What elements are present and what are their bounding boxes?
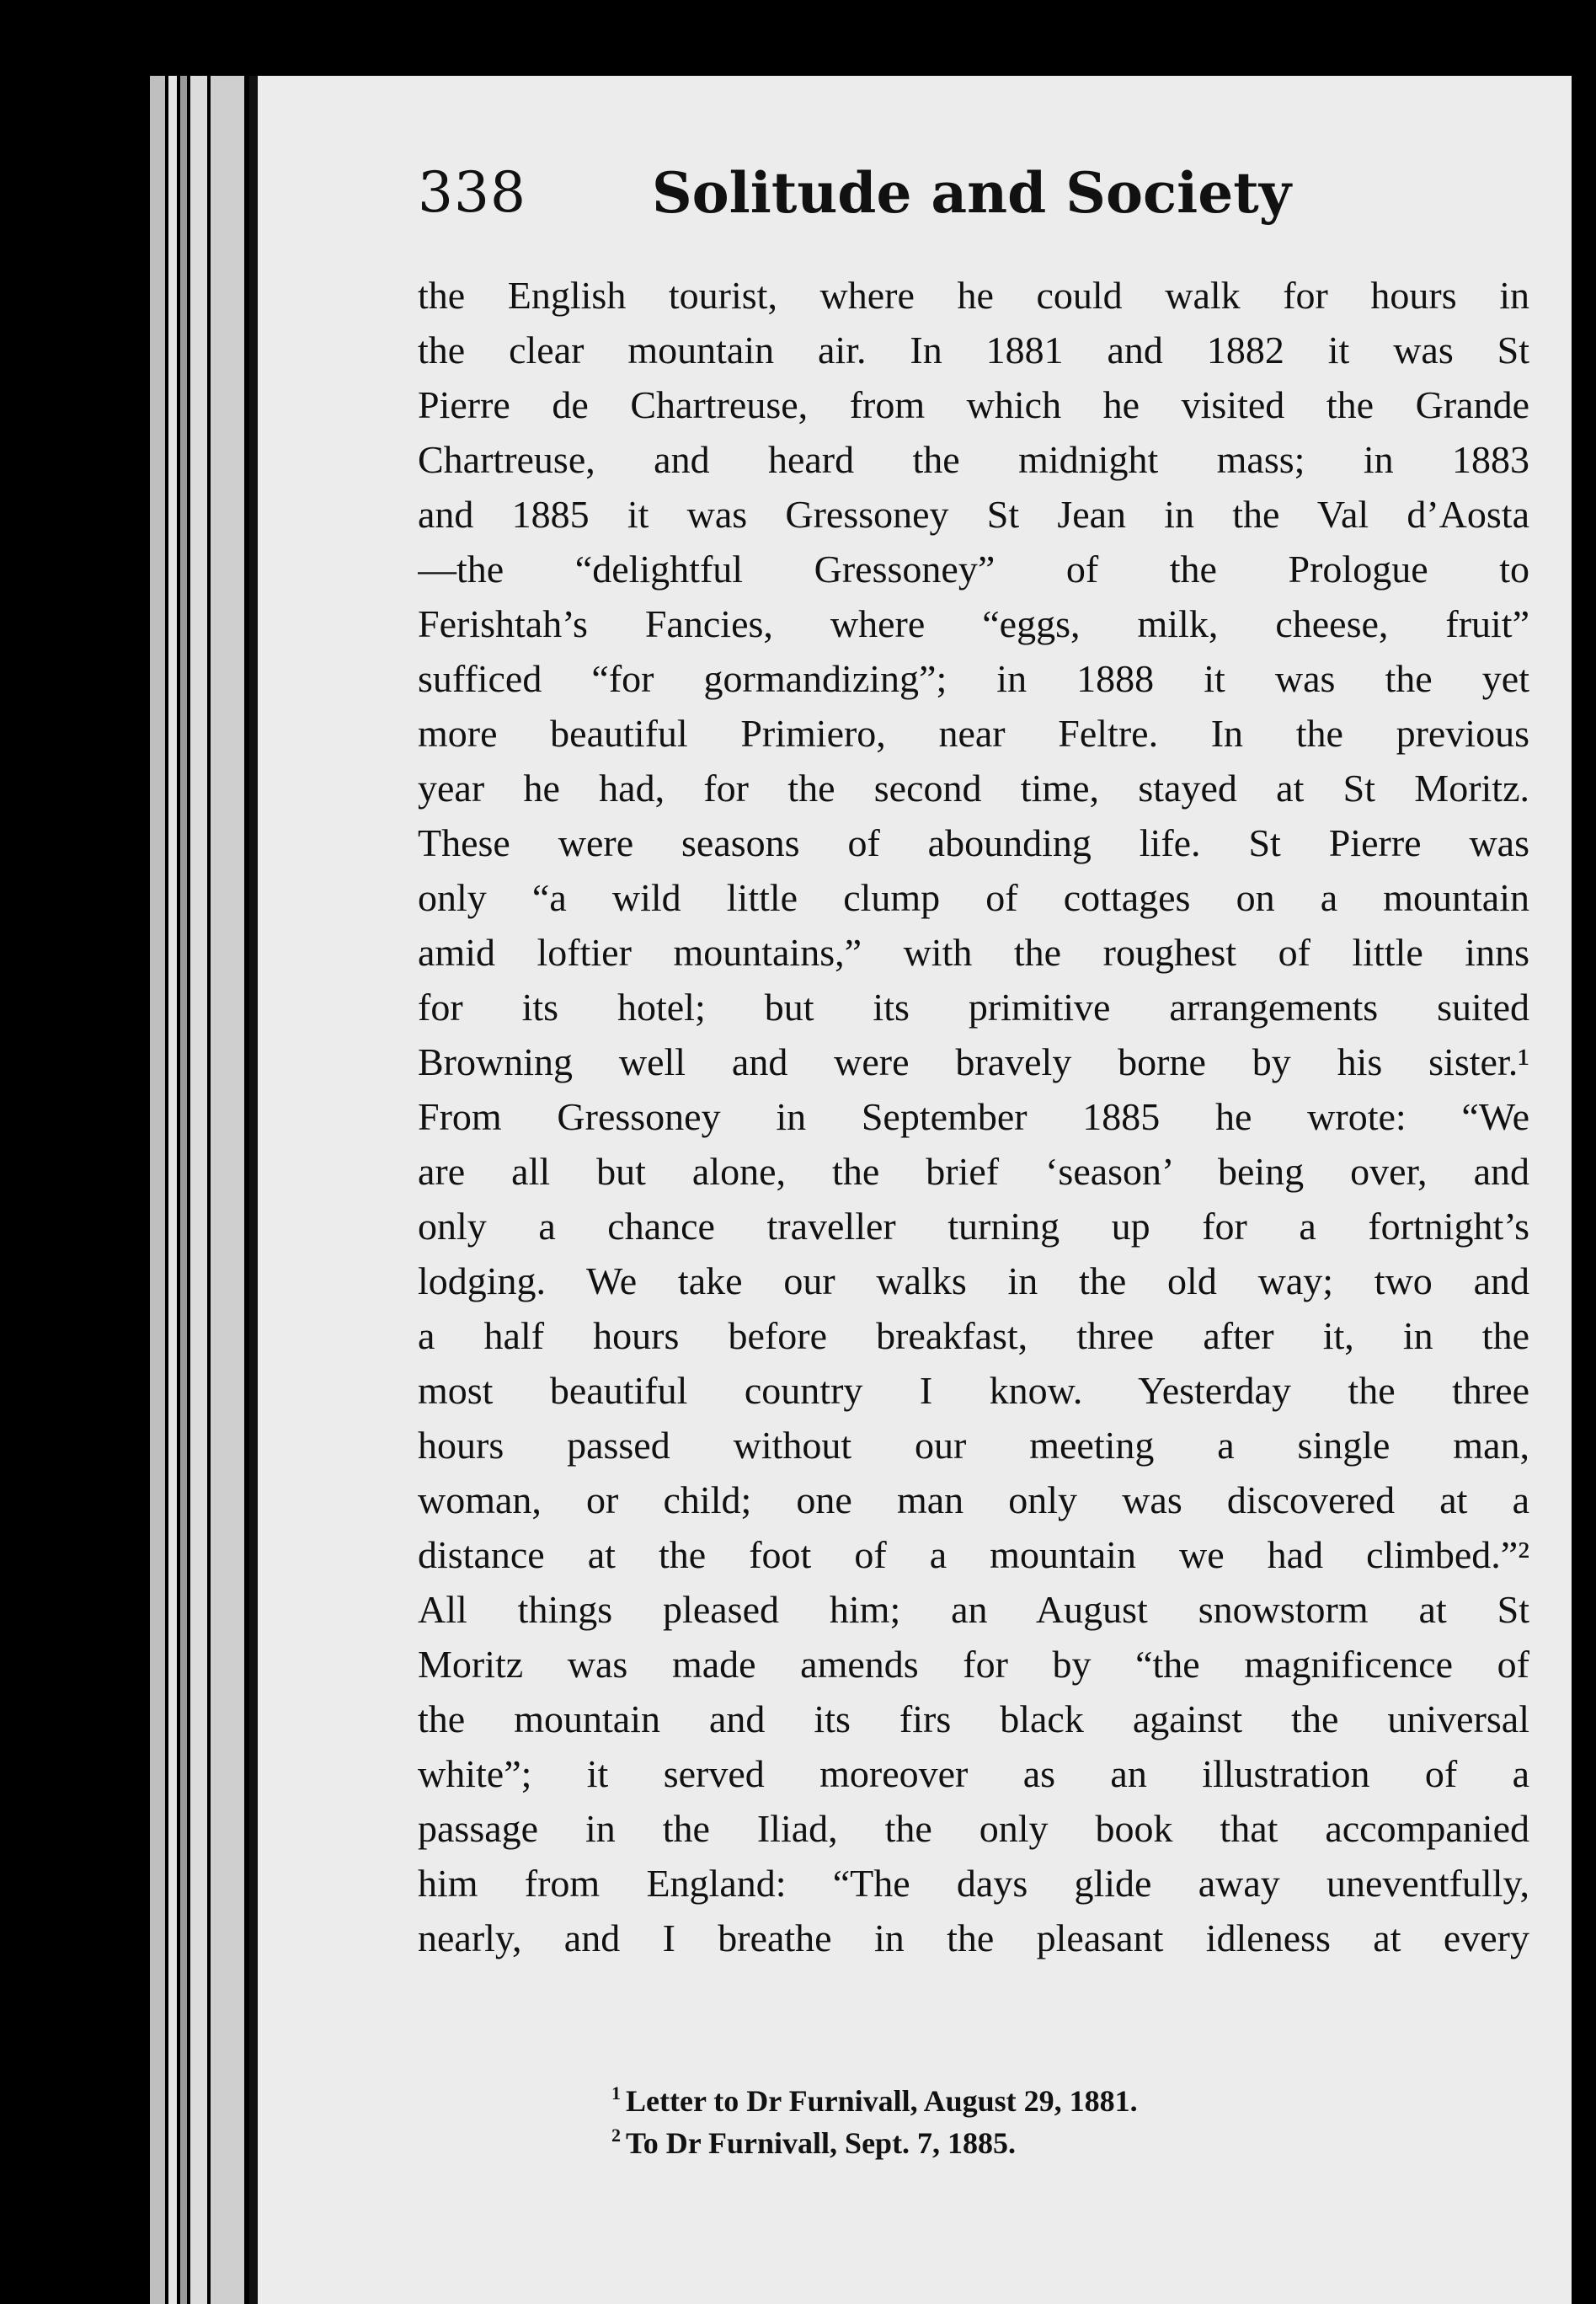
running-title: Solitude and Society bbox=[652, 160, 1292, 226]
text-line: These were seasons of abounding life. St Pierre was bbox=[418, 821, 1529, 864]
text-line: Chartreuse, and heard the midnight mass; in 1883 bbox=[418, 438, 1529, 481]
text-line: hours passed without our meeting a single man, bbox=[418, 1424, 1529, 1467]
page-edge bbox=[190, 76, 207, 2304]
footnote bbox=[611, 2072, 1538, 2118]
text-line: Browning well and were bravely borne by his sister.¹ bbox=[418, 1040, 1529, 1083]
page-edge bbox=[180, 76, 187, 2304]
text-line: distance at the foot of a mountain we had climbed.”² bbox=[418, 1533, 1529, 1576]
body-text bbox=[418, 268, 1529, 1965]
page-number: 338 bbox=[418, 160, 526, 225]
text-line: are all but alone, the brief ‘season’ being over, and bbox=[418, 1150, 1529, 1193]
text-line: All things pleased him; an August snowstorm at St bbox=[418, 1588, 1529, 1631]
page-edge bbox=[168, 76, 177, 2304]
footnotes bbox=[611, 2072, 1538, 2160]
text-line: only “a wild little clump of cottages on a mountain bbox=[418, 876, 1529, 919]
text-line: Moritz was made amends for by “the magnificence of bbox=[418, 1643, 1529, 1686]
page-edge bbox=[211, 76, 244, 2304]
text-line: for its hotel; but its primitive arrangements suited bbox=[418, 986, 1529, 1029]
text-line: more beautiful Primiero, near Feltre. In the previous bbox=[418, 712, 1529, 755]
text-line: Pierre de Chartreuse, from which he visited the Grande bbox=[418, 383, 1529, 426]
text-line: most beautiful country I know. Yesterday the three bbox=[418, 1369, 1529, 1412]
text-line: —the “delightful Gressoney” of the Prologue to bbox=[418, 548, 1529, 591]
text-line: only a chance traveller turning up for a fortnight’s bbox=[418, 1205, 1529, 1248]
page-header bbox=[418, 160, 1563, 253]
text-line: Ferishtah’s Fancies, where “eggs, milk, cheese, fruit” bbox=[418, 602, 1529, 645]
text-line: white”; it served moreover as an illustration of a bbox=[418, 1752, 1529, 1795]
text-line: nearly, and I breathe in the pleasant idleness at every bbox=[418, 1916, 1529, 1959]
text-line: the mountain and its firs black against the universal bbox=[418, 1697, 1529, 1740]
text-line: lodging. We take our walks in the old way; two and bbox=[418, 1259, 1529, 1302]
text-line: the English tourist, where he could walk for hours in bbox=[418, 274, 1529, 317]
book-page bbox=[249, 76, 1572, 2304]
text-line: him from England: “The days glide away uneventfully, bbox=[418, 1862, 1529, 1905]
text-line: and 1885 it was Gressoney St Jean in the Val d’Aosta bbox=[418, 493, 1529, 536]
page-edge bbox=[150, 76, 165, 2304]
footnote-mark: 2 bbox=[611, 2125, 621, 2146]
text-line: amid loftier mountains,” with the roughest of little inns bbox=[418, 931, 1529, 974]
scan-border-right bbox=[1572, 76, 1596, 2304]
footnote-text: Letter to Dr Furnivall, August 29, 1881. bbox=[626, 2084, 1138, 2118]
text-line: passage in the Iliad, the only book that accompanied bbox=[418, 1807, 1529, 1850]
text-line: year he had, for the second time, stayed at St Moritz. bbox=[418, 767, 1529, 810]
text-line: woman, or child; one man only was discovered at a bbox=[418, 1478, 1529, 1521]
footnote bbox=[611, 2114, 1538, 2160]
footnote-text: To Dr Furnivall, Sept. 7, 1885. bbox=[626, 2126, 1017, 2160]
footnote-mark: 1 bbox=[611, 2082, 621, 2104]
text-line: the clear mountain air. In 1881 and 1882 it was St bbox=[418, 329, 1529, 372]
text-line: a half hours before breakfast, three after it, in the bbox=[418, 1314, 1529, 1357]
text-line: sufficed “for gormandizing”; in 1888 it was the yet bbox=[418, 657, 1529, 700]
text-line: From Gressoney in September 1885 he wrote: “We bbox=[418, 1095, 1529, 1138]
